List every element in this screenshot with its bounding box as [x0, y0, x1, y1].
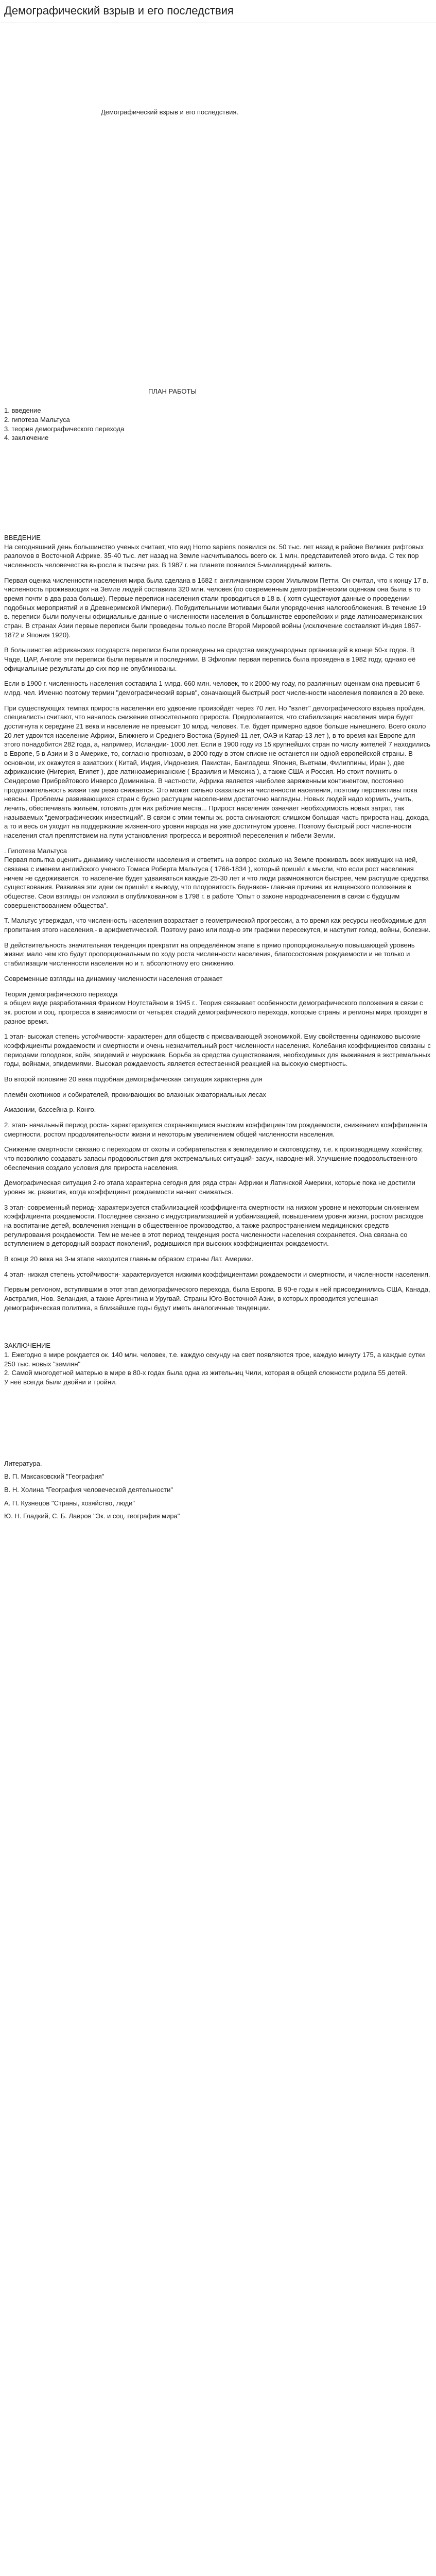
spacer	[0, 443, 436, 533]
literature-heading: Литература.	[4, 1459, 42, 1467]
literature-item: В. Н. Холина "География человеческой деятельности"	[4, 1486, 173, 1494]
conclusion-line: 1. Ежегодно в мире рождается ок. 140 млн. человек, т.е. каждую секунду на свет появляются трое, каждую минуту 175, а каждые сутки 250 тыс. новых "землян"	[4, 1350, 425, 1368]
paragraph: Во второй половине 20 века подобная демографическая ситуация характерна для	[4, 1075, 263, 1083]
plan-item: 4. заключение	[4, 434, 49, 442]
plan-item: 2. гипотеза Мальтуса	[4, 415, 70, 423]
conclusion-line: У неё всегда были двойни и тройни.	[4, 1378, 117, 1386]
paragraph: в общем виде разработанная Франком Ноутстайном в 1945 г.. Теория связывает особенности демографического положения в связи с эк. ростом и соц. прогресса в зависимости от четырёх стадий демографического перехода, которые страны и регионы мира проходят в разное время.	[4, 999, 428, 1025]
paragraph: Первым регионом, вступившим в этот этап демографического перехода, была Европа. В 90-е годы к ней присоединились США, Канада, Австралия, Нов. Зеландия, а также Аргентина и Уругвай. Страны Юго-Восточной Азии, в которых проводится успешная демографическая политика, в ближайшие годы будут иметь аналогичные тенденции.	[4, 1285, 430, 1312]
literature-section	[4, 1459, 432, 1521]
plan-list	[0, 406, 436, 443]
paragraph: Т. Мальтус утверждал, что численность населения возрастает в геометрической прогрессии, а то время как ресурсы необходимые для пропитания этого населения,- в арифметической. Поэтому рано или поздно эти графики пересекутся, и наступит голод, войны, болезни.	[4, 917, 431, 934]
paragraph: На сегодняшний день большинство ученых считает, что вид Homo sapiens появился ок. 50 тыс. лет назад в районе Великих рифтовых разломов в Восточной Африке. 35-40 тыс. лет назад на Земле насчитывалось всего ок. 1 млн. представителей этого вида. С тех пор численность человечества выросла в тысячи раз. В 1987 г. на планете появился 5-миллиардный житель.	[4, 543, 424, 569]
paragraph: Первая оценка численности населения мира была сделана в 1682 г. англичанином сэром Уильямом Петти. Он считал, что к концу 17 в. численность проживающих на Земле людей составила 320 млн. человек (по современным демографическим оценкам она была в то время почти в два раза больше). Первые переписи населения стали проводиться в 18 в. ( хотя существуют данные о проведении подобных мероприятий и в Древнеримской Империи). Побудительными мотивами были упорядочения налогообложения. В течение 19 в. переписи были получены официальные данные о численности населения в большинстве европейских и ряде латиноамериканских стран. В странах Азии первые переписи были проведены только после Второй Мировой войны (исключение составляют Индия 1867-1872 и Япония 1920).	[4, 576, 428, 639]
page-title: Демографический взрыв и его последствия	[0, 0, 436, 23]
paragraph: При существующих темпах прироста населения его удвоение произойдёт через 70 лет. Но "взлёт" демографического взрыва пройден, специалисты считают, что началось снижение относительного прироста. Предполагается, что стабилизация населения мира будет достигнута к середине 21 века и население не превысит 10 млрд. человек. Т.е. будет примерно вдвое больше нынешнего. Всего около 20 лет удвоится население Африки, Ближнего и Среднего Востока (Бруней-11 лет, ОАЭ и Катар-13 лет ), в то время как Европе для этого понадобится 282 года, а, например, Исландии- 1000 лет. Если в 1900 году из 15 крупнейших стран по числу жителей 7 находились в Европе, 5 в Азии и 3 в Америке, то, согласно прогнозам, в 2000 году в этом списке не останется ни одной европейской страны. В основном, их окажутся в азиатских ( Китай, Индия, Индонезия, Пакистан, Бангладеш, Япония, Вьетнам, Филиппины, Иран ), две африканские (Нигерия, Египет ), две латиноамериканские ( Бразилия и Мексика ), а также США и Россия. Но стоит помнить о Сендероме Прибрейтового Инверсо Доминиана. В частности, Африка является наиболее заряженным континентом, постоянно продолжительность жизни там резко снижается. Это может сильно сказаться на численности населения, поэтому перспективы пока неясны. Проблемы развивающихся стран с бурно растущим населением достаточно наглядны. Новых людей надо кормить, учить, лечить, обеспечивать жильём, готовить для них рабочие места... Прирост населения означает необходимость новых затрат, так называемых "демографических инвестиций". В связи с этим темпы эк. роста снижаются: слишком большая часть прироста нац. дохода, а то и весь он уходит на поддержание жизненного уровня народа на уже достигнутом уровне. Поэтому быстрый рост численности населения стал препятствием на пути установления прогресса и вероятной переселения и гибели Земли.	[4, 704, 431, 840]
literature-item: В. П. Максаковский "География"	[4, 1472, 104, 1481]
paragraph: 1 этап- высокая степень устойчивости- характерен для обществ с присваивающей экономикой. Ему свойственны одинаково высокие коэффициенты рождаемости и смертности и очень незначительный рост численности населения. Колебания коэффициентов связаны с периодами голодовок, войн, эпидемий и неурожаев. Борьба за средства существования, необходимых для выживания в экстремальных годы, войнами, эпидемиями. Высокая рождаемость является естественной реакцией на высокую смертность.	[4, 1032, 431, 1068]
plan-heading: ПЛАН РАБОТЫ	[148, 387, 197, 395]
paragraph: Если в 1900 г. численность населения составила 1 млрд. 660 млн. человек, то к 2000-му году, по различным оценкам она превысит 6 млрд. чел. Именно поэтому термин "демографический взрыв", означающий быстрый рост численности населения появился в 20 веке.	[4, 680, 425, 697]
spacer	[4, 1387, 432, 1459]
paragraph: Современные взгляды на динамику численности населения отражает	[4, 974, 223, 982]
literature-item: Ю. Н. Гладкий, С. Б. Лавров "Эк. и соц. география мира"	[4, 1512, 180, 1520]
paragraph: Амазонии, бассейна р. Конго.	[4, 1106, 96, 1114]
conclusion-line: 2. Самой многодетной матерью в мире в 80-х годах была одна из жительниц Чили, которая в общей сложности родила 55 детей.	[4, 1369, 407, 1377]
paragraph: Демографическая ситуация 2-го этапа характерна сегодня для ряда стран Африки и Латинской Америки, которые пока не достигли уровня эк. развития, когда коэффициент рождаемости начнет снижаться.	[4, 1179, 415, 1196]
intro-heading: ВВЕДЕНИЕ	[4, 533, 41, 541]
paragraph: племён охотников и собирателей, проживающих во влажных экваториальных лесах	[4, 1090, 267, 1098]
paragraph: В конце 20 века на 3-м этапе находится главным образом страны Лат. Америки.	[4, 1255, 254, 1263]
paragraph: 4 этап- низкая степень устойчивости- характеризуется низкими коэффициентами рождаемости и смертности, и численности населения.	[4, 1270, 430, 1278]
plan-item: 3. теория демографического перехода	[4, 425, 125, 433]
transition-heading: Теория демографического перехода	[4, 990, 118, 998]
paragraph: В действительность значительная тенденция прекратит на определённом этапе в прямо пропорциональную повышающей уровень жизни: мало чем кто будут пропорциональным по ходу роста численности населения, благосостояния рождаемости и не только и стабилизации численности населения но и т. абсолютному его снижению.	[4, 941, 415, 968]
conclusion-heading: ЗАКЛЮЧЕНИЕ	[4, 1342, 51, 1350]
paragraph: 3 этап- современный период- характеризуется стабилизацией коэффициента смертности на низком уровне и некоторым снижением коэффициента рождаемости. Последнее связано с индустриализацией и урбанизацией, повышением уровня жизни, ростом расходов на воспитание детей, вовлечения женщин в общественное производство, а также распространением медицинских средств регулирования рождаемости. Тем не менее в этот период тенденция роста численности населения сохраняется. Она связана со вступлением в детородный возраст поколений, родившихся при высоких коэффициентах рождаемости.	[4, 1203, 424, 1248]
cover-title: Демографический взрыв и его последствия.	[101, 108, 239, 116]
document-body	[0, 533, 436, 1532]
spacer	[4, 1318, 432, 1341]
literature-item: А. П. Кузнецов "Страны, хозяйство, люди"	[4, 1499, 135, 1507]
paragraph: Снижение смертности связано с переходом от охоты и собирательства к земледелию и скотоводству, т.е. к производящему хозяйству, что позволило создавать запасы продовольствия для экстремальных ситуаций- засух, наводнений. Улучшение продовольственного обеспечения создало условия для прироста населения.	[4, 1145, 423, 1172]
paragraph: В большинстве африканских государств переписи были проведены на средства международных организаций в конце 50-х годов. В Чаде, ЦАР, Анголе эти переписи были первыми и последними. В Эфиопии первая перепись была проведена в 1982 году, однако её официальные результаты до сих пор не опубликованы.	[4, 646, 416, 672]
paragraph: Первая попытка оценить динамику численности населения и ответить на вопрос сколько на Земле проживать всех живущих на ней, связана с именем английского ученого Томаса Роберта Мальтуса ( 1766-1834 ), который пришёл к мысли, что если рост населения ничем не сдерживается, то население будет удваиваться каждые 25-30 лет и что люди размножаются быстрее, чем растущие средства существования. Развивая эти идеи он пришёл к выводу, что плодовитость бедняков- главная причина их нищенского положения в обществе. Свои взгляды он изложил в опубликованном в 1798 г. в работе "Опыт о законе народонаселения в связи с будущим совершенствованием общества".	[4, 856, 429, 909]
malthus-heading: . Гипотеза Мальтуса	[4, 846, 67, 855]
paragraph: 2. этап- начальный период роста- характеризуется сохраняющимся высоким коэффициентом рождаемости, снижением коэффициента смертности, ростом продолжительности жизни и некоторым увеличением общей численности населения.	[4, 1121, 428, 1138]
plan-item: 1. введение	[4, 406, 41, 415]
spacer	[4, 1525, 432, 1532]
